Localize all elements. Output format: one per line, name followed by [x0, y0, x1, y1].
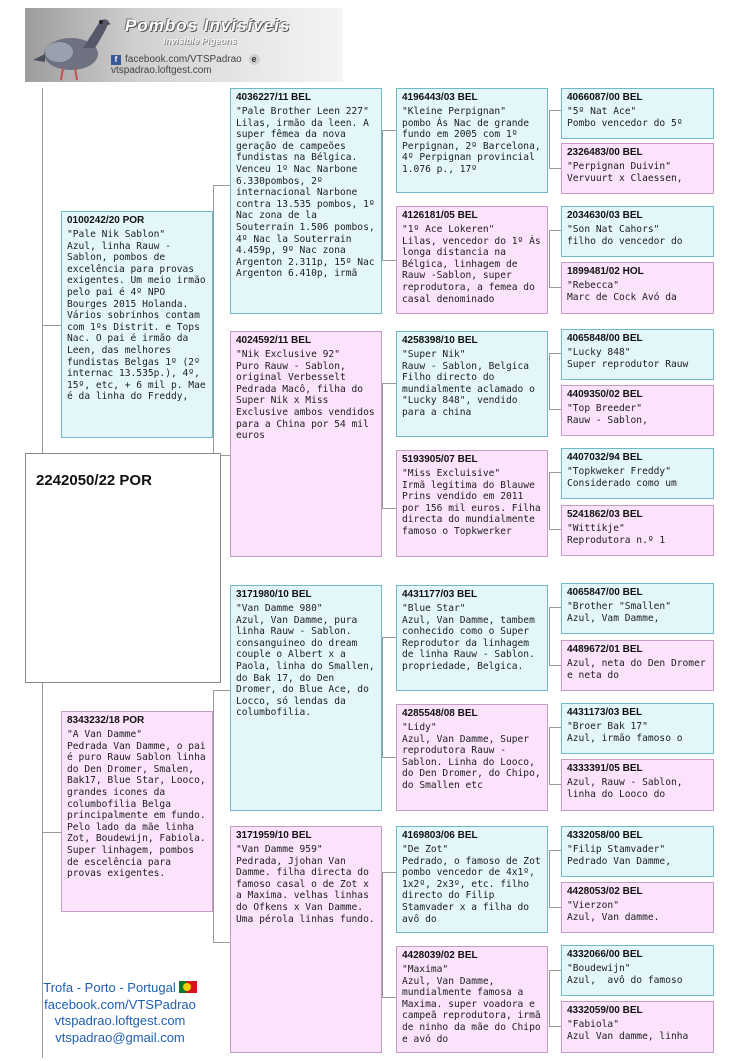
gen4-card[interactable]	[561, 826, 714, 877]
gen4-card[interactable]	[561, 703, 714, 754]
footer-site-link[interactable]: vtspadrao.loftgest.com	[54, 1013, 186, 1028]
logo-links	[111, 54, 343, 76]
sire-card[interactable]	[61, 211, 213, 438]
pedigree-text: "Van Damme 959" Pedrada, Jjohan Van Damme. filha directa do famoso casal o de Zot x a Maxima. velhas linhas do Ofkens x Van Damme. Uma pérola linhas fundo.	[236, 844, 375, 925]
connector-line	[549, 907, 561, 908]
gen4-card[interactable]	[561, 262, 714, 314]
great-grandparent-card[interactable]	[396, 946, 548, 1053]
pedigree-text: "Nik Exclusive 92" Puro Rauw - Sablon, original Verbesselt Pedrada Macô, filha do Super Nik x Miss Exclusive ambos vendidos para a China por 54 mil euros	[236, 349, 375, 442]
ring-number: 1899481/02 HOL	[567, 266, 644, 277]
pedigree-text: "Wittikje" Reprodutora n.º 1	[567, 523, 666, 546]
footer-email-link[interactable]: vtspadrao@gmail.com	[55, 1029, 185, 1045]
pedigree-text: "Blue Star" Azul, Van Damme, tambem conhecido como o Super Reprodutor da linhagem de linha Rauw - Sablon. propriedade, Belgica.	[402, 603, 535, 672]
connector-line	[42, 325, 61, 326]
connector-line	[549, 529, 561, 530]
pedigree-text: "Lucky 848" Super reprodutor Rauw	[567, 347, 689, 370]
connector-line	[549, 850, 550, 907]
connector-line	[382, 637, 383, 757]
portugal-flag-icon	[179, 981, 197, 993]
ring-number: 4196443/03 BEL	[402, 92, 478, 103]
ring-number: 4065848/00 BEL	[567, 333, 643, 344]
pedigree-text: "Kleine Perpignan" pombo Ás Nac de grande fundo em 2005 com 1º Perpignan, 2º Barcelona, 4º Perpignan provincial 1.076 p., 17º	[402, 106, 541, 175]
connector-line	[549, 727, 550, 784]
gen4-card[interactable]	[561, 448, 714, 499]
pedigree-text: "Lidy" Azul, Van Damme, Super reprodutora Rauw - Sablon. Linha do Looco, do Den Dromer, do Chipo, do Smallen etc	[402, 722, 541, 791]
ring-number: 4065847/00 BEL	[567, 587, 643, 598]
connector-line	[549, 230, 561, 231]
header-facebook-link[interactable]: facebook.com/VTSPadrao	[125, 54, 242, 66]
dam-card[interactable]	[61, 711, 213, 912]
great-grandparent-card[interactable]	[396, 206, 548, 314]
pedigree-text: "A Van Damme" Pedrada Van Damme, o pai é puro Rauw Sablon linha do Den Dromer, Smalen, Bak17, Blue Star, Looco, grandes icones da columbofilia Belga principalmente em fundo. Pelo lado da mãe linha Zot, Boudewijn, Fabiola. Super linhagem, pombos de escelência para provas exigentes.	[67, 729, 206, 880]
header-site-link[interactable]: vtspadrao.loftgest.com	[111, 65, 212, 77]
footer-facebook-link[interactable]: facebook.com/VTSPadrao	[44, 996, 196, 1012]
connector-line	[549, 287, 561, 288]
gen4-card[interactable]	[561, 759, 714, 811]
connector-line	[382, 383, 396, 384]
pedigree-text: "Top Breeder" Rauw - Sablon,	[567, 403, 648, 426]
great-grandparent-card[interactable]	[396, 704, 548, 811]
ring-number: 2034630/03 BEL	[567, 210, 643, 221]
connector-line	[549, 607, 550, 665]
pedigree-text: "Boudewijn" Azul, avô do famoso	[567, 963, 683, 986]
connector-line	[549, 409, 561, 410]
contact-footer	[30, 980, 210, 1046]
great-grandparent-card[interactable]	[396, 88, 548, 193]
connector-line	[549, 784, 561, 785]
connector-line	[549, 472, 550, 529]
connector-line	[549, 607, 561, 608]
gen4-card[interactable]	[561, 143, 714, 194]
ring-number: 4169803/06 BEL	[402, 830, 478, 841]
pedigree-text: "1º Ace Lokeren" Lilas, vencedor do 1º Ás longa distancia na Bélgica, linhagem de Rauw -Sablon, super reprodutora, a femea do casal denominado	[402, 224, 541, 305]
gen4-card[interactable]	[561, 329, 714, 380]
logo-title: Pombos Invisíveis	[125, 16, 291, 35]
ring-number: 4024592/11 BEL	[236, 335, 312, 346]
pedigree-text: "Son Nat Cahors" filho do vencedor do	[567, 224, 683, 247]
connector-line	[549, 970, 561, 971]
pedigree-text: "Pale Brother Leen 227" Lilas, irmão da leen. A super fêmea da nova geração de campeões fundistas na Bélgica. Venceu 1º Nac Narbone 6.330pombos, 2º internacional Narbone contra 13.535 pombos, 1º Nac zona de la Souterrain 1.506 pombos, 4º Nac la Souterrain 4.459p, 9º Nac zona Argenton 2.311p, 15º Nac Argenton 6.410p, irmã	[236, 106, 375, 280]
pedigree-text: "Fabiola" Azul Van damme, linha	[567, 1019, 689, 1042]
footer-location: Trofa - Porto - Portugal	[30, 980, 210, 997]
connector-line	[549, 1026, 561, 1027]
connector-line	[549, 850, 561, 851]
pedigree-text: "Maxima" Azul, Van Damme, mundialmente famosa a Maxima. super voadora e campeã reprodutora, irmã de ninho da mãe do Chipo e avó do	[402, 964, 541, 1045]
great-grandparent-card[interactable]	[396, 826, 548, 933]
connector-line	[549, 472, 561, 473]
gen4-card[interactable]	[561, 945, 714, 996]
ring-number: 4285548/08 BEL	[402, 708, 478, 719]
gen4-card[interactable]	[561, 640, 714, 691]
ring-number: 8343232/18 POR	[67, 715, 145, 726]
connector-line	[549, 727, 561, 728]
connector-line	[213, 690, 230, 691]
connector-line	[213, 942, 230, 943]
connector-line	[382, 757, 396, 758]
connector-line	[382, 508, 396, 509]
connector-line	[549, 110, 550, 168]
pigeon-logo-icon	[31, 8, 111, 82]
pedigree-text: Azul, neta do Den Dromer e neta do	[567, 658, 712, 681]
facebook-icon: f	[111, 55, 121, 65]
connector-line	[42, 832, 61, 833]
pedigree-text: "Van Damme 980" Azul, Van Damme, pura linha Rauw - Sablon. consanguineo do dream couple o Albert x a Paola, linha do Smallen, do Bak 17, do Den Dromer, do Blue Ace, do Locco, só lendas da columbofilia.	[236, 603, 375, 719]
header-banner	[25, 8, 343, 82]
pedigree-text: Azul, Rauw - Sablon, linha do Looco do	[567, 777, 689, 800]
ring-number: 5241862/03 BEL	[567, 509, 643, 520]
connector-line	[549, 970, 550, 1026]
gen4-card[interactable]	[561, 505, 714, 556]
pedigree-text: "Super Nik" Rauw - Sablon, Belgica Filho directo do mundialmente aclamado o "Lucky 848", vendido para a china	[402, 349, 535, 418]
granddam-maternal-card[interactable]	[230, 826, 382, 1053]
gen4-card[interactable]	[561, 88, 714, 139]
gen4-card[interactable]	[561, 206, 714, 257]
ring-number: 4407032/94 BEL	[567, 452, 643, 463]
connector-line	[549, 353, 561, 354]
connector-line	[382, 872, 396, 873]
connector-line	[382, 130, 396, 131]
ring-number: 4036227/11 BEL	[236, 92, 312, 103]
pedigree-text: "De Zot" Pedrado, o famoso de Zot pombo vencedor de 4x1º, 1x2º, 2x3º, etc. filho directo do Filip Stamvader x a filha do avô do	[402, 844, 541, 925]
pedigree-text: "Brother "Smallen" Azul, Vam Damme,	[567, 601, 671, 624]
connector-line	[213, 185, 214, 455]
pedigree-text: "Perpignan Duivin" Vervuurt x Claessen,	[567, 161, 683, 184]
pedigree-text: "Filip Stamvader" Pedrado Van Damme,	[567, 844, 671, 867]
ring-number: 4428039/02 BEL	[402, 950, 478, 961]
ring-number: 4431177/03 BEL	[402, 589, 478, 600]
connector-line	[549, 230, 550, 287]
great-grandparent-card[interactable]	[396, 450, 548, 557]
pedigree-text: "Rebecca" Marc de Cock Avó da	[567, 280, 677, 303]
great-grandparent-card[interactable]	[396, 331, 548, 437]
ring-number: 3171980/10 BEL	[236, 589, 312, 600]
ring-number: 3171959/10 BEL	[236, 830, 312, 841]
ring-number: 4332066/00 BEL	[567, 949, 643, 960]
ring-number: 5193905/07 BEL	[402, 454, 478, 465]
ring-number: 4333391/05 BEL	[567, 763, 643, 774]
grandsire-maternal-card[interactable]	[230, 585, 382, 811]
pedigree-text: "5º Nat Ace" Pombo vencedor do 5º	[567, 106, 683, 129]
gen4-card[interactable]	[561, 882, 714, 933]
connector-line	[549, 353, 550, 409]
connector-line	[382, 872, 383, 997]
web-icon: e	[249, 54, 260, 65]
gen4-card[interactable]	[561, 385, 714, 436]
connector-line	[549, 110, 561, 111]
gen4-card[interactable]	[561, 583, 714, 634]
connector-line	[382, 260, 396, 261]
ring-number: 4066087/00 BEL	[567, 92, 643, 103]
connector-line	[549, 168, 561, 169]
gen4-card[interactable]	[561, 1001, 714, 1053]
connector-line	[382, 637, 396, 638]
subject-ring: 2242050/22 POR	[36, 472, 152, 489]
ring-number: 4332059/00 BEL	[567, 1005, 643, 1016]
subject-card[interactable]	[25, 453, 221, 683]
grandsire-paternal-card[interactable]	[230, 88, 382, 314]
connector-line	[382, 997, 396, 998]
ring-number: 2326483/00 BEL	[567, 147, 643, 158]
pedigree-text: "Topkweker Freddy" Considerado como um	[567, 466, 677, 489]
ring-number: 4332058/00 BEL	[567, 830, 643, 841]
connector-line	[549, 665, 561, 666]
connector-line	[213, 690, 214, 942]
connector-line	[382, 130, 383, 260]
ring-number: 4431173/03 BEL	[567, 707, 643, 718]
ring-number: 4428053/02 BEL	[567, 886, 643, 897]
ring-number: 4258398/10 BEL	[402, 335, 478, 346]
connector-line	[382, 383, 383, 508]
ring-number: 4126181/05 BEL	[402, 210, 478, 221]
connector-line	[213, 185, 230, 186]
great-grandparent-card[interactable]	[396, 585, 548, 691]
pedigree-text: "Vierzon" Azul, Van damme.	[567, 900, 660, 923]
pedigree-text: "Miss Excluisive" Irmã legitima do Blauwe Prins vendido em 2011 por 156 mil euros. Filha directa do mundialmente famoso o Topkwerker	[402, 468, 541, 537]
ring-number: 4489672/01 BEL	[567, 644, 643, 655]
pedigree-text: "Broer Bak 17" Azul, irmão famoso o	[567, 721, 683, 744]
ring-number: 4409350/02 BEL	[567, 389, 643, 400]
logo-subtitle: Invisible Pigeons	[163, 36, 237, 46]
pedigree-text: "Pale Nik Sablon" Azul, linha Rauw - Sablon, pombos de excelência para provas exigentes. Um meio irmão pelo pai é 4º NPO Bourges 2015 Holanda. Vários sobrinhos contam com 1ºs Distrit. e Tops Nac. O pai é irmão da Leen, das melhores fundistas Belgas 1º (2º internac 13.535p.), 4º, 15º, etc, + 6 mil p. Mae é da linha do Freddy,	[67, 229, 206, 403]
ring-number: 0100242/20 POR	[67, 215, 145, 226]
granddam-paternal-card[interactable]	[230, 331, 382, 557]
